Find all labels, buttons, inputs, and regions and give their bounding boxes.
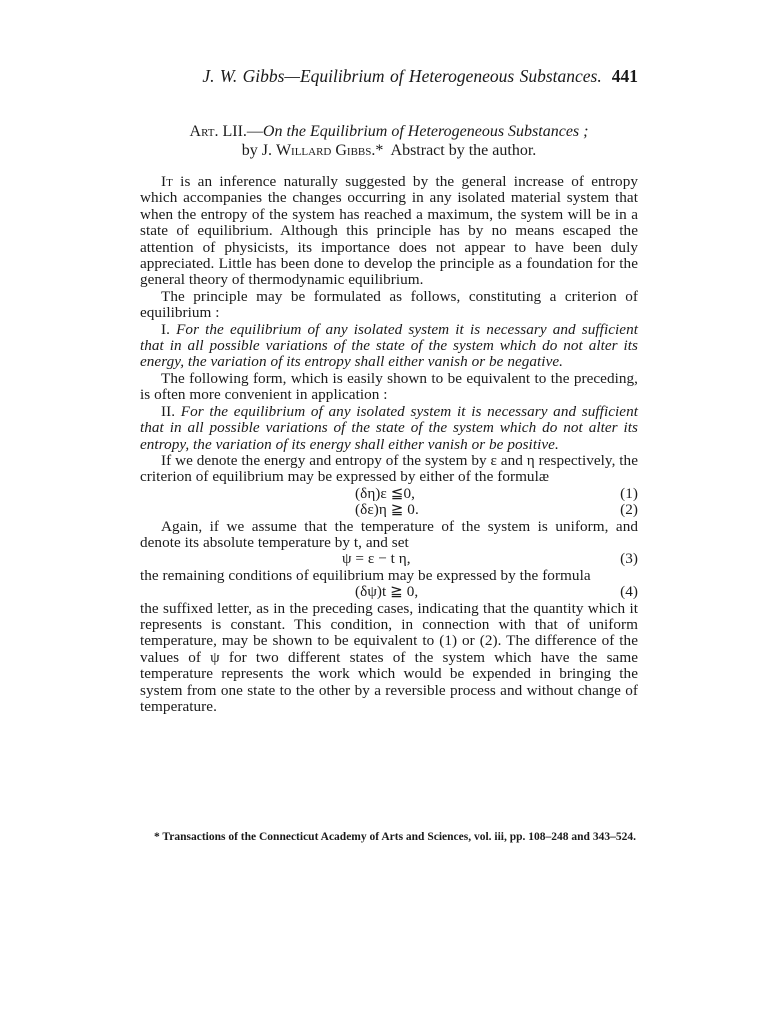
principle-2-text: For the equilibrium of any isolated system it is necessary and sufficient that in all possible variations of the state of the system which do not alter its entropy, the variation of its energy shall either vanish or be positive. — [140, 402, 638, 453]
paragraph-1-lead: It — [161, 173, 173, 190]
article-title-line: Art. LII.—On the Equilibrium of Heterogeneous Substances ; — [189, 123, 589, 140]
paragraph-8: the remaining conditions of equilibrium may be expressed by the formula — [140, 566, 591, 584]
equation-3-formula: ψ = ε − t η, — [342, 550, 411, 568]
principle-1-label: I. — [161, 320, 170, 338]
paragraph-2: The principle may be formulated as follows, constituting a criterion of equilibrium : — [140, 287, 638, 322]
equation-3-number: (3) — [620, 550, 638, 568]
running-header — [140, 66, 638, 87]
equation-1-formula: (δη)ε ≦0, — [355, 484, 415, 502]
article-body — [140, 174, 638, 715]
equation-3 — [140, 551, 638, 567]
running-title: J. W. Gibbs—Equilibrium of Heterogeneous Substances. — [202, 66, 602, 86]
principle-2-label: II. — [161, 402, 176, 420]
paragraph-9: the suffixed letter, as in the preceding cases, indicating that the quantity which it represents is constant. This condition, in connection with that of uniform temperature, may be shown to be equivalent to (1) or (2). The difference of the values of ψ for two different states of the system which have the same temperature represents the work which would be expended in bringing the system from one state to the other by a reversible process and without change of temperature. — [140, 599, 638, 715]
abstract-note: Abstract by the author. — [390, 142, 537, 159]
byline: by J. Willard Gibbs.* Abstract by the author. — [241, 142, 537, 159]
byline-by: by J. — [241, 142, 272, 159]
paragraph-7: Again, if we assume that the temperature of the system is uniform, and denote its absolute temperature by t, and set — [140, 517, 638, 551]
author-name: Willard Gibbs. — [275, 142, 376, 159]
equation-1-number: (1) — [620, 484, 638, 502]
footnote — [140, 830, 638, 844]
principle-1 — [140, 322, 638, 371]
article-title: On the Equilibrium of Heterogeneous Substances ; — [262, 123, 589, 140]
paragraph-4: The following form, which is easily shown to be equivalent to the preceding, is often more convenient in application : — [140, 369, 638, 404]
equation-2-number: (2) — [620, 501, 638, 519]
equation-2 — [140, 502, 638, 518]
article-label: Art. LII. — [189, 123, 247, 140]
equation-4-number: (4) — [620, 583, 638, 601]
paragraph-6: If we denote the energy and entropy of the system by ε and η respectively, the criterion of equilibrium may be expressed by either of the formulæ — [140, 451, 638, 486]
footnote-text: * Transactions of the Connecticut Academy of Arts and Sciences, vol. iii, pp. 108–248 and 343–524. — [154, 831, 636, 843]
equation-1 — [140, 486, 638, 502]
page-number: 441 — [611, 66, 638, 86]
equation-4 — [140, 584, 638, 600]
equation-4-formula: (δψ)t ≧ 0, — [355, 583, 419, 601]
equation-2-formula: (δε)η ≧ 0. — [355, 501, 419, 519]
paragraph-1 — [140, 174, 638, 289]
principle-1-text: For the equilibrium of any isolated system it is necessary and sufficient that in all possible variations of the state of the system which do not alter its energy, the variation of its entropy shall either vanish or be negative. — [140, 320, 638, 371]
paragraph-1-text: is an inference naturally suggested by the general increase of entropy which accompanies the changes occurring in any isolated material system that when the entropy of the system has reached a maximum, the system will be in a state of equilibrium. Although this principle has by no means escaped the attention of physicists, its importance does not appear to have been duly appreciated. Little has been done to develop the principle as a foundation for the general theory of thermodynamic equilibrium. — [140, 173, 638, 289]
principle-2 — [140, 404, 638, 453]
article-title-block — [140, 122, 638, 160]
